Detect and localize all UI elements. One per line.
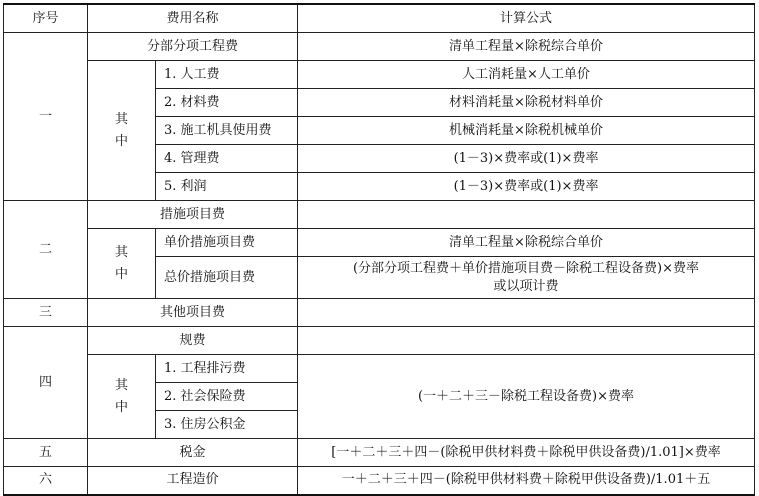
item-name: 4. 管理费	[156, 145, 298, 173]
section-name: 其他项目费	[88, 299, 298, 327]
table-row	[4, 439, 755, 467]
section-index: 一	[4, 33, 88, 201]
section-name: 规费	[88, 327, 298, 355]
item-name: 1. 人工费	[156, 61, 298, 89]
table-row	[4, 327, 755, 355]
section-name: 措施项目费	[88, 201, 298, 229]
header-index: 序号	[4, 4, 88, 33]
formula-line: (分部分项工程费＋单价措施项目费－除税工程设备费)×费率	[352, 260, 700, 276]
table-row	[4, 229, 755, 257]
table-row	[4, 33, 755, 61]
section-formula	[298, 299, 755, 327]
item-formula: 材料消耗量×除税材料单价	[298, 89, 755, 117]
item-name: 3. 住房公积金	[156, 411, 298, 439]
section-formula	[298, 201, 755, 229]
table-row	[4, 355, 755, 383]
cost-calculation-table	[3, 3, 755, 496]
header-formula: 计算公式	[298, 4, 755, 33]
section-formula: (一＋二＋三－除税工程设备费)×费率	[298, 355, 755, 439]
section-name: 工程造价	[88, 467, 298, 495]
section-index: 三	[4, 299, 88, 327]
item-formula: 机械消耗量×除税机械单价	[298, 117, 755, 145]
header-row	[4, 4, 755, 33]
item-formula	[298, 257, 755, 299]
item-formula: (1－3)×费率或(1)×费率	[298, 145, 755, 173]
item-name: 总价措施项目费	[156, 257, 298, 299]
header-name: 费用名称	[88, 4, 298, 33]
item-name: 2. 社会保险费	[156, 383, 298, 411]
item-name: 5. 利润	[156, 173, 298, 201]
formula-line: 或以项计费	[493, 278, 559, 294]
item-name: 1. 工程排污费	[156, 355, 298, 383]
section-index: 五	[4, 439, 88, 467]
section-name: 分部分项工程费	[88, 33, 298, 61]
section-formula: 清单工程量×除税综合单价	[298, 33, 755, 61]
section-index: 四	[4, 327, 88, 439]
item-formula: 人工消耗量×人工单价	[298, 61, 755, 89]
sub-label: 其中	[88, 355, 156, 439]
table-row	[4, 299, 755, 327]
table-row	[4, 201, 755, 229]
sub-label: 其中	[88, 61, 156, 201]
item-name: 2. 材料费	[156, 89, 298, 117]
item-name: 3. 施工机具使用费	[156, 117, 298, 145]
section-formula	[298, 327, 755, 355]
item-formula: (1－3)×费率或(1)×费率	[298, 173, 755, 201]
section-formula: 一＋二＋三＋四－(除税甲供材料费＋除税甲供设备费)/1.01＋五	[298, 467, 755, 495]
item-formula: 清单工程量×除税综合单价	[298, 229, 755, 257]
section-index: 二	[4, 201, 88, 299]
section-name: 税金	[88, 439, 298, 467]
section-index: 六	[4, 467, 88, 495]
sub-label: 其中	[88, 229, 156, 299]
table-row	[4, 467, 755, 495]
section-formula: [一＋二＋三＋四－(除税甲供材料费＋除税甲供设备费)/1.01]×费率	[298, 439, 755, 467]
item-name: 单价措施项目费	[156, 229, 298, 257]
table-row	[4, 61, 755, 89]
